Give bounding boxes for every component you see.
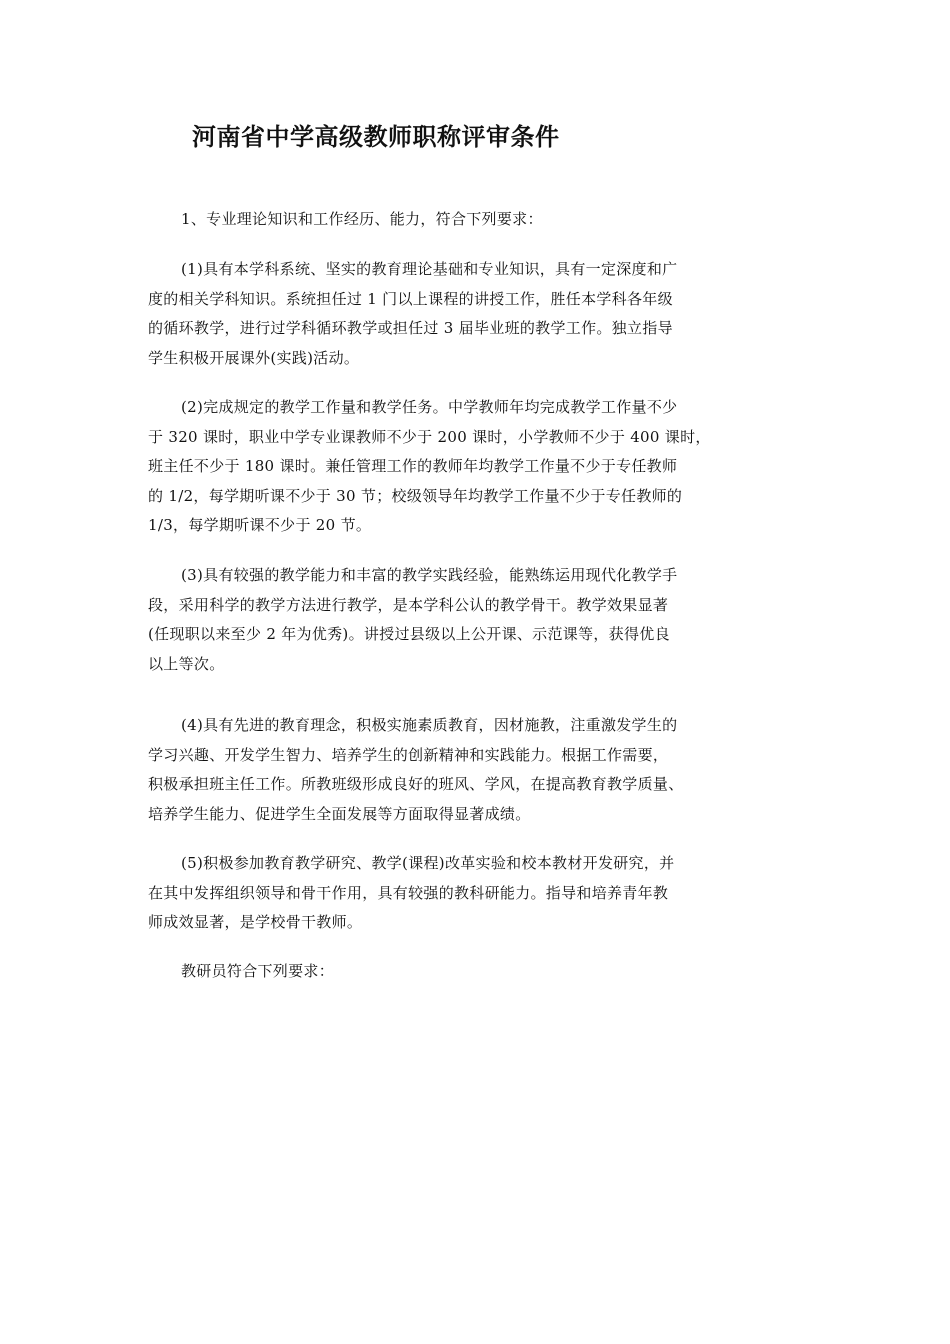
- paragraph-item-5: [148, 849, 733, 938]
- paragraph-line: (任现职以来至少 2 年为优秀)。讲授过县级以上公开课、示范课等，获得优良: [148, 625, 670, 643]
- paragraph-line: 师成效显著，是学校骨干教师。: [148, 913, 363, 931]
- paragraph-line: 积极承担班主任工作。所教班级形成良好的班风、学风，在提高教育教学质量、: [148, 775, 684, 793]
- paragraph-line: 在其中发挥组织领导和骨干作用，具有较强的教科研能力。指导和培养青年教: [148, 883, 669, 902]
- paragraph-item-2: [148, 393, 733, 541]
- paragraph-line: (4)具有先进的教育理念，积极实施素质教育，因材施教，注重激发学生的: [181, 716, 678, 734]
- paragraph-item-4: [148, 711, 733, 829]
- paragraph-line: 培养学生能力、促进学生全面发展等方面取得显著成绩。: [148, 804, 531, 823]
- paragraph-line: 于 320 课时，职业中学专业课教师不少于 200 课时，小学教师不少于 400 课时，: [148, 427, 711, 446]
- paragraph-line: 的 1/2，每学期听课不少于 30 节；校级领导年均教学工作量不少于专任教师的: [148, 486, 683, 505]
- paragraph-line: (2)完成规定的教学工作量和教学任务。中学教师年均完成教学工作量不少: [181, 398, 678, 416]
- paragraph-requirements-intro: [148, 205, 733, 235]
- paragraph-line: 1、专业理论知识和工作经历、能力，符合下列要求：: [181, 210, 543, 228]
- paragraph-line: 学习兴趣、开发学生智力、培养学生的创新精神和实践能力。根据工作需要，: [148, 745, 669, 764]
- paragraph-line: 以上等次。: [148, 654, 225, 673]
- document-title: 河南省中学高级教师职称评审条件: [192, 122, 560, 151]
- paragraph-line: 班主任不少于 180 课时。兼任管理工作的教师年均教学工作量不少于专任教师: [148, 457, 678, 475]
- paragraph-line: (5)积极参加教育教学研究、教学(课程)改革实验和校本教材开发研究，并: [181, 854, 675, 872]
- paragraph-researcher-requirements: [148, 957, 733, 987]
- paragraph-item-1: [148, 255, 733, 373]
- paragraph-line: 1/3，每学期听课不少于 20 节。: [148, 516, 372, 534]
- paragraph-item-3: [148, 561, 733, 679]
- paragraph-line: (3)具有较强的教学能力和丰富的教学实践经验，能熟练运用现代化教学手: [181, 566, 678, 584]
- paragraph-line: 的循环教学，进行过学科循环教学或担任过 3 届毕业班的教学工作。独立指导: [148, 319, 673, 337]
- paragraph-line: 段，采用科学的教学方法进行教学，是本学科公认的教学骨干。教学效果显著: [148, 595, 669, 614]
- paragraph-line: 学生积极开展课外(实践)活动。: [148, 348, 360, 367]
- paragraph-line: (1)具有本学科系统、坚实的教育理论基础和专业知识，具有一定深度和广: [181, 260, 678, 278]
- paragraph-line: 度的相关学科知识。系统担任过 1 门以上课程的讲授工作，胜任本学科各年级: [148, 289, 673, 308]
- paragraph-line: 教研员符合下列要求：: [181, 962, 335, 980]
